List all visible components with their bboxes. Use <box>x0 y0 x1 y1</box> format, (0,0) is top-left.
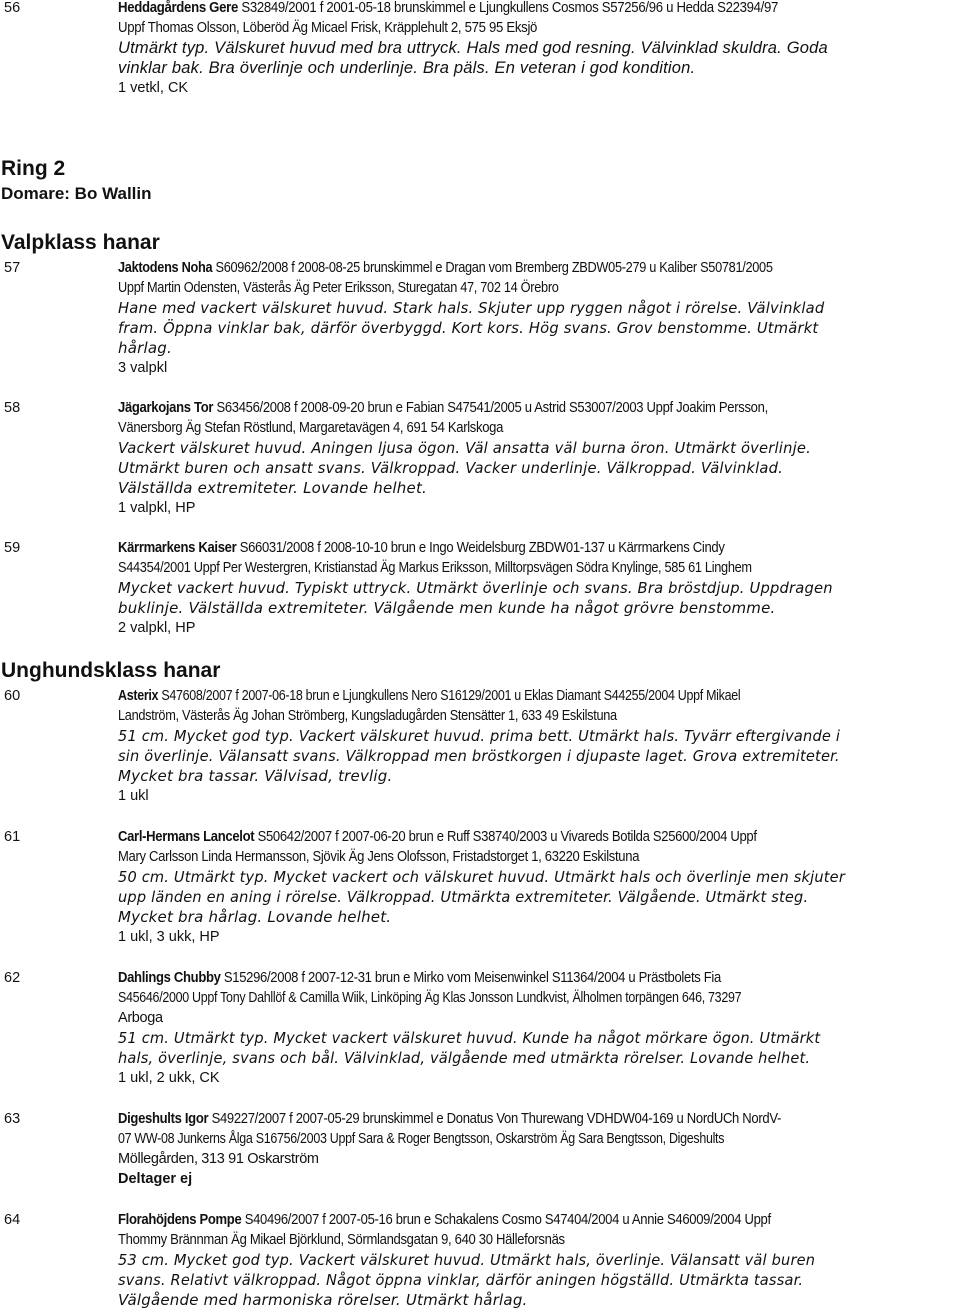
critique-line: Mycket bra hårlag. Lovande helhet. <box>118 908 392 926</box>
critique-line: Mycket vackert huvud. Typiskt uttryck. Utmärkt överlinje och svans. Bra bröstdjup. Uppdragen <box>118 579 833 597</box>
dog-info-line: S45646/2000 Uppf Tony Dahllöf & Camilla Wiik, Linköping Äg Klas Jonsson Lundkvist, Älholmen torpängen 646, 73297 <box>118 990 742 1006</box>
dog-info-line: Landström, Västerås Äg Johan Strömberg, Kungsladugården Stensätter 1, 633 49 Eskilstuna <box>118 708 617 724</box>
dog-info-line: S44354/2001 Uppf Per Westergren, Kristianstad Äg Markus Eriksson, Milltorpsvägen Södra Knylinge, 585 61 Linghem <box>118 560 752 576</box>
dog-name: Carl-Hermans Lancelot <box>118 829 255 845</box>
entry-number: 60 <box>4 688 21 704</box>
entry-60 <box>4 686 958 806</box>
section-unghundsklass: Unghundsklass hanar <box>1 659 221 682</box>
dog-info: S15296/2008 f 2007-12-31 brun e Mirko vom Meisenwinkel S11364/2004 u Prästbolets Fia <box>220 970 721 986</box>
dog-name: Florahöjdens Pompe <box>118 1212 242 1228</box>
result: 1 ukl, 3 ukk, HP <box>118 929 220 945</box>
critique-line: Välgående med harmoniska rörelser. Utmärkt hårlag. <box>118 1291 528 1309</box>
dog-info: S50642/2007 f 2007-06-20 brun e Ruff S38740/2003 u Vivareds Botilda S25600/2004 Uppf <box>254 829 757 845</box>
entry-59 <box>4 538 958 638</box>
result: 1 vetkl, CK <box>118 80 189 96</box>
critique-line: svans. Relativt välkroppad. Något öppna vinklar, därför aningen högställd. Utmärkta tassar. <box>118 1271 804 1289</box>
section-valpklass: Valpklass hanar <box>1 231 160 254</box>
entry-56 <box>4 0 958 98</box>
entry-number: 62 <box>4 970 21 986</box>
critique-line: Mycket bra tassar. Välvisad, trevlig. <box>118 767 393 785</box>
result: 3 valpkl <box>118 360 168 376</box>
dog-name: Digeshults Igor <box>118 1111 209 1127</box>
critique-line: 50 cm. Utmärkt typ. Mycket vackert och välskuret huvud. Utmärkt hals och överlinje men skjuter <box>118 868 846 886</box>
dog-info: S47608/2007 f 2007-06-18 brun e Ljungkullens Nero S16129/2001 u Eklas Diamant S44255/2004 Uppf Mikael <box>158 688 741 704</box>
entry-number: 59 <box>4 540 21 556</box>
entry-58 <box>4 398 958 518</box>
dog-info: S60962/2008 f 2008-08-25 brunskimmel e Dragan vom Bremberg ZBDW05-279 u Kaliber S50781/2005 <box>212 260 773 276</box>
result: 2 valpkl, HP <box>118 620 196 636</box>
result: 1 ukl <box>118 788 149 804</box>
dog-info-line: Vänersborg Äg Stefan Röstlund, Margaretavägen 4, 691 54 Karlskoga <box>118 420 504 436</box>
critique-line: 51 cm. Mycket god typ. Vackert välskuret huvud. prima bett. Utmärkt hals. Tyvärr eftergivande i <box>118 727 841 745</box>
dog-info-line: Mary Carlsson Linda Hermansson, Sjövik Äg Jens Olofsson, Fristadstorget 1, 63220 Eskilstuna <box>118 849 640 865</box>
dog-info: S66031/2008 f 2008-10-10 brun e Ingo Weidelsburg ZBDW01-137 u Kärrmarkens Cindy <box>236 540 725 556</box>
ring-heading: Ring 2 <box>1 157 66 180</box>
critique-line: 51 cm. Utmärkt typ. Mycket vackert välskuret huvud. Kunde ha något mörkare ögon. Utmärkt <box>118 1029 821 1047</box>
critique-line: sin överlinje. Välansatt svans. Välkroppad men bröstkorgen i djupaste laget. Grova extremiteter. <box>118 747 840 765</box>
critique-line: Vackert välskuret huvud. Aningen ljusa ögon. Väl ansatta väl burna öron. Utmärkt överlinje. <box>118 439 811 457</box>
dog-name: Jägarkojans Tor <box>118 400 214 416</box>
dog-info: S32849/2001 f 2001-05-18 brunskimmel e Ljungkullens Cosmos S57256/96 u Hedda S22394/97 <box>237 0 779 16</box>
entry-number: 57 <box>4 260 21 276</box>
entry-number: 64 <box>4 1212 21 1228</box>
entry-61 <box>4 827 958 947</box>
dog-name: Kärrmarkens Kaiser <box>118 540 237 556</box>
critique-line: Utmärkt buren och ansatt svans. Välkroppad. Vacker underlinje. Välkroppad. Välvinklad. <box>118 459 783 477</box>
critique-line: fram. Öppna vinklar bak, därför överbyggd. Kort kors. Hög svans. Grov benstomme. Utmärkt <box>118 319 819 337</box>
entry-63 <box>4 1109 958 1189</box>
critique-line: buklinje. Välställda extremiteter. Välgående men kunde ha något grövre benstomme. <box>118 599 776 617</box>
entry-number: 56 <box>4 0 21 16</box>
dog-info-line: Möllegården, 313 91 Oskarström <box>118 1151 319 1167</box>
judge-heading: Domare: Bo Wallin <box>1 184 152 203</box>
dog-name: Jaktodens Noha <box>118 260 213 276</box>
dog-info-line: Uppf Martin Odensten, Västerås Äg Peter Eriksson, Sturegatan 47, 702 14 Örebro <box>118 280 559 296</box>
result: 1 valpkl, HP <box>118 500 196 516</box>
dog-info: S63456/2008 f 2008-09-20 brun e Fabian S47541/2005 u Astrid S53007/2003 Uppf Joakim Persson, <box>213 400 768 416</box>
dog-info-line: Thommy Brännman Äg Mikael Björklund, Sörmlandsgatan 9, 640 30 Hälleforsnäs <box>118 1232 565 1248</box>
dog-name: Heddagårdens Gere <box>118 0 238 16</box>
result: 1 ukl, 2 ukk, CK <box>118 1070 220 1086</box>
critique-line: Utmärkt typ. Välskuret huvud med bra uttryck. Hals med god resning. Välvinklad skuldra. Goda <box>118 39 828 57</box>
critique-line: hals, överlinje, svans och bål. Välvinklad, välgående med utmärkta rörelser. Lovande helhet. <box>118 1049 811 1067</box>
dog-info: S49227/2007 f 2007-05-29 brunskimmel e Donatus Von Thurewang VDHDW04-169 u NordUCh NordV- <box>208 1111 782 1127</box>
result: Deltager ej <box>118 1171 193 1187</box>
critique-line: vinklar bak. Bra överlinje och underlinje. Bra päls. En veteran i god kondition. <box>118 59 696 77</box>
entry-57 <box>4 258 958 378</box>
entry-number: 63 <box>4 1111 21 1127</box>
critique-line: upp länden en aning i rörelse. Välkroppad. Utmärkta extremiteter. Välgående. Utmärkt steg. <box>118 888 809 906</box>
dog-info-line: 07 WW-08 Junkerns Ålga S16756/2003 Uppf Sara & Roger Bengtsson, Oskarström Äg Sara Bengtsson, Digeshults <box>118 1131 725 1147</box>
dog-name: Dahlings Chubby <box>118 970 221 986</box>
dog-info: S40496/2007 f 2007-05-16 brun e Schakalens Cosmo S47404/2004 u Annie S46009/2004 Uppf <box>241 1212 771 1228</box>
entry-number: 61 <box>4 829 21 845</box>
critique-line: 53 cm. Mycket god typ. Vackert välskuret huvud. Utmärkt hals, överlinje. Välansatt väl buren <box>118 1251 816 1269</box>
dog-info-line: Arboga <box>118 1010 163 1026</box>
critique-line: Hane med vackert välskuret huvud. Stark hals. Skjuter upp ryggen något i rörelse. Välvinklad <box>118 299 825 317</box>
dog-info-line: Uppf Thomas Olsson, Löberöd Äg Micael Frisk, Kräpplehult 2, 575 95 Eksjö <box>118 20 538 36</box>
entry-64 <box>4 1210 958 1310</box>
dog-name: Asterix <box>118 688 159 704</box>
critique-line: Välställda extremiteter. Lovande helhet. <box>118 479 427 497</box>
entry-62 <box>4 968 958 1088</box>
critique-line: hårlag. <box>118 339 172 357</box>
entry-number: 58 <box>4 400 21 416</box>
